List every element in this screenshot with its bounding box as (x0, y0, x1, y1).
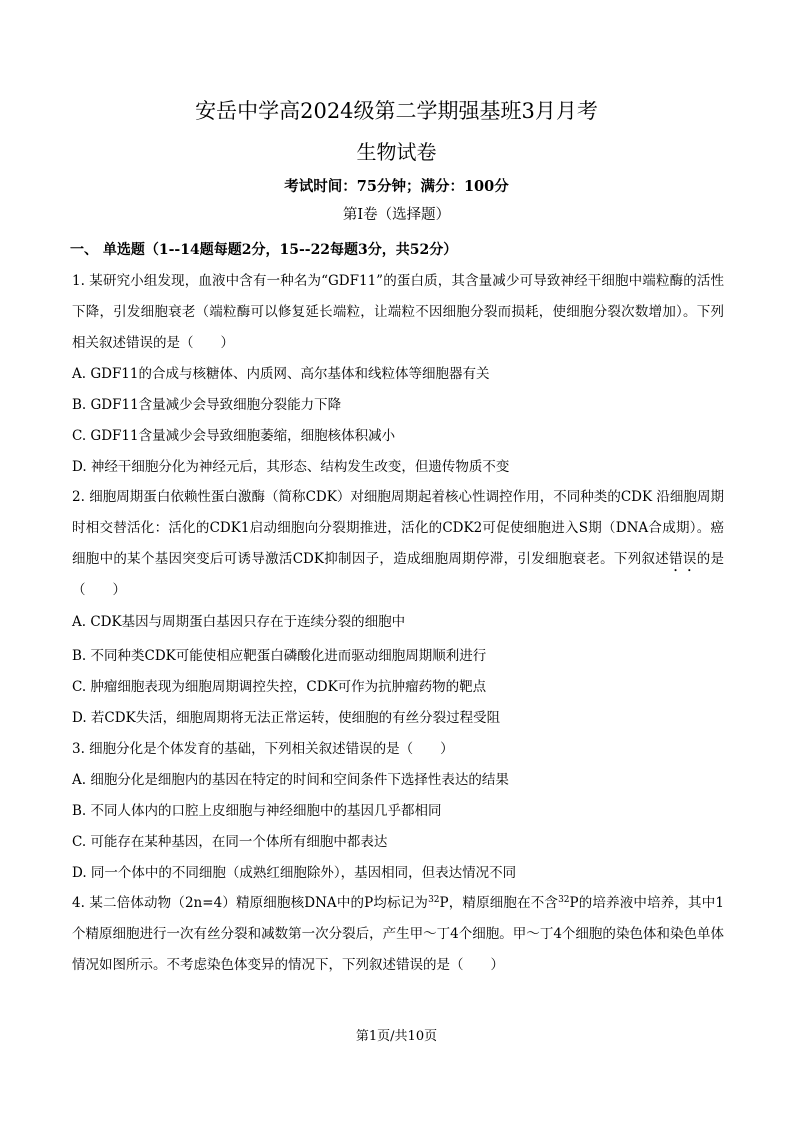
volume-title: 第I卷（选择题） (342, 207, 451, 223)
question-2-option-d: D. 若CDK失活，细胞周期将无法正常运转，使细胞的有丝分裂过程受阻 (72, 710, 501, 726)
question-2-stem-emphasis: 错误 (669, 551, 697, 567)
question-3-option-d: D. 同一个体中的不同细胞（成熟红细胞除外），基因相同，但表达情况不同 (72, 865, 517, 881)
question-1-stem: 1. 某研究小组发现，血液中含有一种名为“GDF11”的蛋白质，其含量减少可导致神经干细胞中端粒酶的活性下降，引发细胞衰老（端粒酶可以修复延长端粒，让端粒不因细胞分裂而损耗，使细胞分裂次数增加）。下列相关叙述错误的是（ ） (72, 273, 724, 351)
question-3-option-b: B. 不同人体内的口腔上皮细胞与神经细胞中的基因几乎都相同 (72, 803, 442, 819)
question-4-stem-part-c: P的培养液中培养，其中1个精原细胞进行一次有丝分裂和减数第一次分裂后，产生甲～丁4个细胞。甲～丁4个细胞的染色体和染色单体情况如图所示。不考虑染色体变异的情况下，下列叙述错误的是（ ） (72, 895, 724, 973)
question-3-option-a: A. 细胞分化是细胞内的基因在特定的时间和空间条件下选择性表达的结果 (72, 772, 509, 788)
isotope-superscript-2: 32 (558, 895, 570, 905)
question-2-stem (72, 482, 724, 606)
question-2-option-a: A. CDK基因与周期蛋白基因只存在于连续分裂的细胞中 (72, 614, 406, 630)
question-2-option-b: B. 不同种类CDK可能使相应靶蛋白磷酸化进而驱动细胞周期顺利进行 (72, 648, 487, 664)
question-2-stem-part-a: 2. 细胞周期蛋白依赖性蛋白激酶（简称CDK）对细胞周期起着核心性调控作用，不同种类的CDK 沿细胞周期时相交替活化：活化的CDK1启动细胞向分裂期推进，活化的CDK2可促使细胞进入S期（DNA合成期）。癌细胞中的某个基因突变后可诱导激活CDK抑制因子，造成细胞周期停滞，引发细胞衰老。下列叙述 (72, 489, 724, 567)
question-4-stem (72, 888, 724, 981)
page-footer: 第1页/共10页 (355, 1029, 438, 1044)
question-4-stem-part-b: P，精原细胞在不含 (439, 895, 559, 911)
question-1-option-a: A. GDF11的合成与核糖体、内质网、高尔基体和线粒体等细胞器有关 (72, 366, 490, 382)
question-3-stem: 3. 细胞分化是个体发育的基础，下列相关叙述错误的是（ ） (72, 741, 454, 757)
question-2-stem-part-b: 的是（ ） (72, 551, 724, 598)
question-2-option-c: C. 肿瘤细胞表现为细胞周期调控失控，CDK可作为抗肿瘤药物的靶点 (72, 679, 487, 695)
question-1-option-c: C. GDF11含量减少会导致细胞萎缩，细胞核体积减小 (72, 428, 396, 444)
question-1-option-d: D. 神经干细胞分化为神经元后，其形态、结构发生改变，但遗传物质不变 (72, 459, 510, 475)
exam-title: 安岳中学高2024级第二学期强基班3月月考 (195, 99, 598, 123)
section-heading: 一、 单选题（1--14题每题2分，15--22每题3分，共52分） (70, 242, 458, 258)
isotope-superscript-1: 32 (428, 895, 440, 905)
exam-info: 考试时间：75分钟；满分：100分 (284, 178, 509, 195)
question-1-option-b: B. GDF11含量减少会导致细胞分裂能力下降 (72, 397, 342, 413)
question-4-stem-part-a: 4. 某二倍体动物（2n=4）精原细胞核DNA中的P均标记为 (72, 895, 429, 911)
subject-title: 生物试卷 (356, 140, 437, 164)
question-3-option-c: C. 可能存在某种基因，在同一个体所有细胞中都表达 (72, 834, 388, 850)
